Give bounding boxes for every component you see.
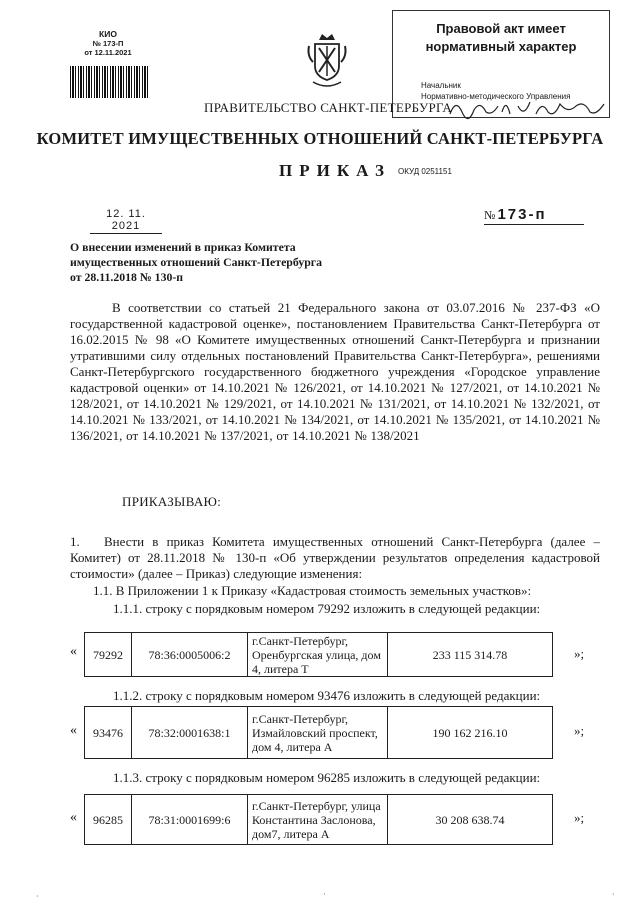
cadastral-number: 78:32:0001638:1 (132, 707, 248, 759)
cadastral-value: 30 208 638.74 (388, 795, 553, 845)
amendment-table (84, 632, 553, 677)
item-1-1: 1.1. В Приложении 1 к Приказу «Кадастровая стоимость земельных участков»: (93, 583, 532, 598)
government-header: ПРАВИТЕЛЬСТВО САНКТ-ПЕТЕРБУРГА (204, 100, 453, 115)
document-type: ПРИКАЗ (279, 161, 391, 180)
amendment-row (70, 632, 600, 676)
order-number (484, 206, 584, 225)
cadastral-number: 78:36:0005006:2 (132, 633, 248, 677)
normative-stamp-position: Начальник (421, 81, 461, 90)
open-quote: « (70, 723, 77, 738)
normative-stamp-line1: Правовой акт имеет (436, 21, 566, 36)
amendment-table (84, 706, 553, 759)
order-word: ПРИКАЗЫВАЮ: (122, 494, 222, 509)
amendment-label: 1.1.2. строку с порядковым номером 93476 изложить в следующей редакции: (113, 688, 541, 703)
registry-stamp-org: КИО (99, 29, 117, 39)
cadastral-number: 78:31:0001699:6 (132, 795, 248, 845)
close-quote: »; (574, 810, 585, 825)
amendment-table (84, 794, 553, 845)
open-quote: « (70, 810, 77, 825)
registry-stamp-date: от 12.11.2021 (84, 48, 132, 57)
scan-speck: · (323, 890, 326, 899)
address: г.Санкт-Петербург, Оренбургская улица, дом 4, литера Т (248, 633, 388, 677)
item-1 (70, 534, 600, 582)
amendment-label: 1.1.1. строку с порядковым номером 79292 изложить в следующей редакции: (113, 601, 541, 616)
subject-line: от 28.11.2018 № 130-п (70, 270, 184, 284)
preamble: В соответствии со статьей 21 Федерального закона от 03.07.2016 № 237-ФЗ «О государственной кадастровой оценке», постановлением Правительства Санкт-Петербурга от 16.02.2015 № 98 «О Комитете имущественных отношений Санкт-Петербурга и признании утратившими силу отдельных постановлений Правительства Санкт-Петербурга», решениями Санкт-Петербургского государственного бюджетного учреждения «Городское управление кадастровой оценки» от 14.10.2021 № 126/2021, от 14.10.2021 № 127/2021, от 14.10.2021 № 128/2021, от 14.10.2021 № 129/2021, от 14.10.2021 № 131/2021, от 14.10.2021 № 132/2021, от 14.10.2021 № 133/2021, от 14.10.2021 № 134/2021, от 14.10.2021 № 135/2021, от 14.10.2021 № 136/2021, от 14.10.2021 № 137/2021, от 14.10.2021 № 138/2021 (70, 300, 600, 443)
order-date: 12. 11. 2021 (90, 208, 162, 234)
registry-stamp (62, 30, 154, 57)
row-number: 96285 (85, 795, 132, 845)
normative-stamp-department: Нормативно-методического Управления (421, 92, 571, 101)
item-1-text: Внести в приказ Комитета имущественных отношений Санкт-Петербурга (далее – Комитет) от 28.11.2018 № 130-п «Об утверждении результатов определения кадастровой стоимости» (далее – Приказ) следующие изменения: (70, 534, 600, 581)
normative-stamp-line2: нормативный характер (425, 39, 577, 54)
cadastral-value: 233 115 314.78 (388, 633, 553, 677)
order-subject (70, 240, 370, 285)
row-number: 79292 (85, 633, 132, 677)
okud-code: ОКУД 0251151 (398, 167, 452, 176)
scan-speck: · (36, 892, 39, 901)
registry-stamp-number: № 173-П (92, 39, 124, 48)
address: г.Санкт-Петербург, улица Константина Заслонова, дом7, литера А (248, 795, 388, 845)
order-number-prefix: № (484, 208, 496, 222)
order-number-value: 173-п (497, 206, 547, 223)
open-quote: « (70, 644, 77, 659)
scan-speck: · (612, 890, 615, 899)
item-1-number: 1. (70, 534, 80, 549)
amendment-row (70, 794, 600, 844)
address: г.Санкт-Петербург, Измайловский проспект, дом 4, литера А (248, 707, 388, 759)
handwritten-signature (440, 92, 610, 122)
subject-line: имущественных отношений Санкт-Петербурга (70, 255, 323, 269)
committee-title: КОМИТЕТ ИМУЩЕСТВЕННЫХ ОТНОШЕНИЙ САНКТ-ПЕТЕРБУРГА (36, 129, 604, 148)
amendment-row (70, 706, 600, 758)
barcode (70, 66, 148, 98)
close-quote: »; (574, 646, 585, 661)
cadastral-value: 190 162 216.10 (388, 707, 553, 759)
amendment-label: 1.1.3. строку с порядковым номером 96285 изложить в следующей редакции: (113, 770, 541, 785)
close-quote: »; (574, 723, 585, 738)
row-number: 93476 (85, 707, 132, 759)
subject-line: О внесении изменений в приказ Комитета (70, 240, 296, 254)
coat-of-arms-icon (305, 32, 349, 90)
